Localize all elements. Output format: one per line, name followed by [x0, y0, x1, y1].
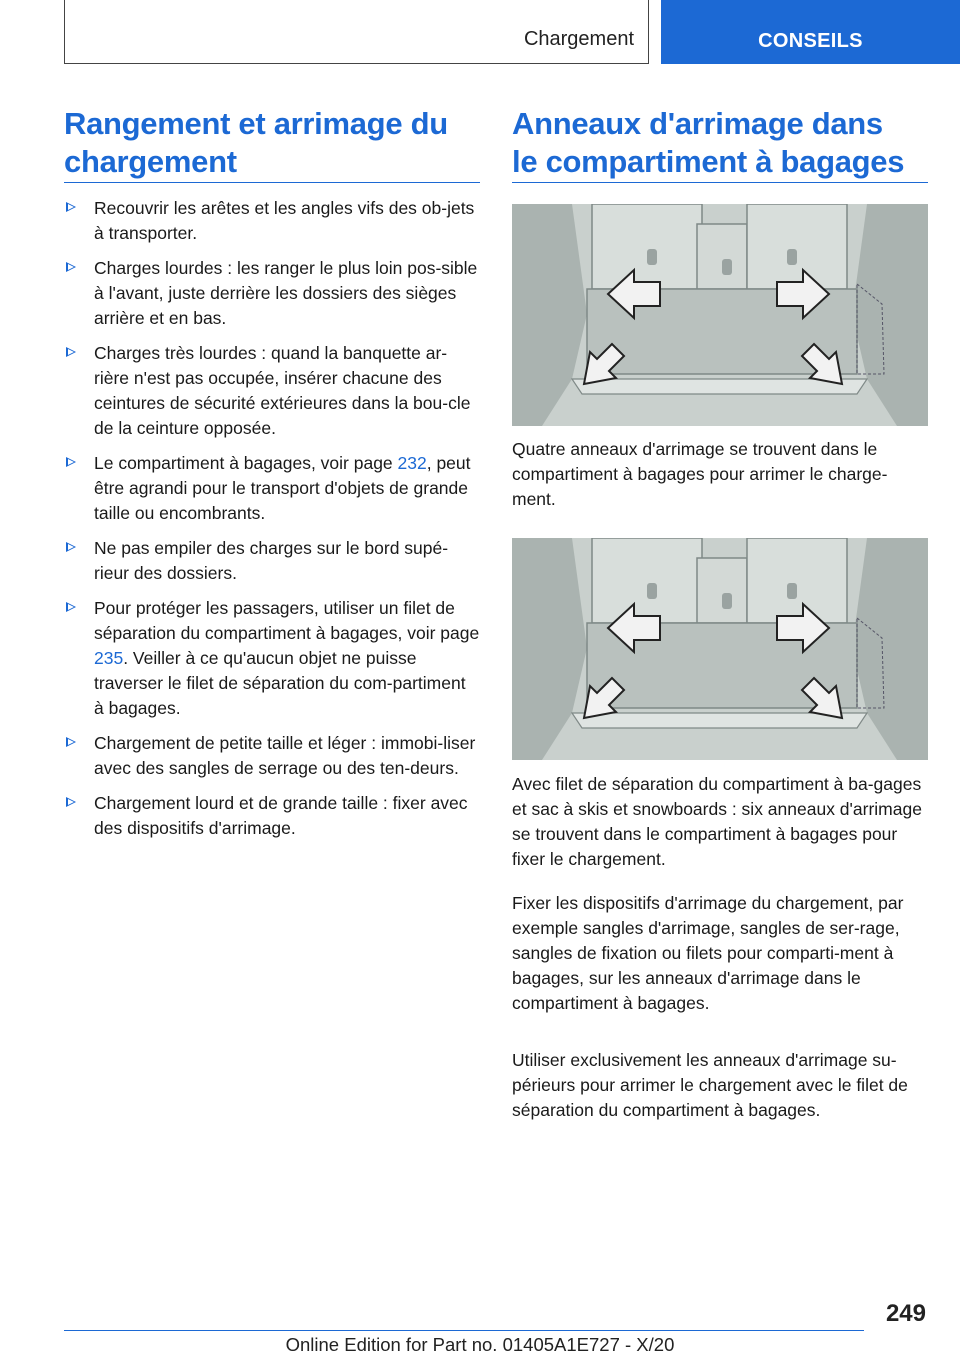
- bullet-triangle-icon: [66, 202, 76, 212]
- list-item: Recouvrir les arêtes et les angles vifs des ob-jets à transporter.: [64, 196, 480, 246]
- left-heading-rule: [64, 182, 480, 183]
- list-item: Ne pas empiler des charges sur le bord supé-rieur des dossiers.: [64, 536, 480, 586]
- left-heading-line2: chargement: [64, 144, 237, 179]
- bullet-triangle-icon: [66, 797, 76, 807]
- caption-six-rings: Avec filet de séparation du compartiment à ba-gages et sac à skis et snowboards : six anneaux d'arrimage se trouvent dans le compartiment à bagages pour fixer le chargement.: [512, 774, 922, 869]
- page-number: 249: [885, 1300, 926, 1327]
- trunk-tie-down-photo-2: [512, 538, 928, 760]
- right-heading: [512, 105, 942, 181]
- bullet-triangle-icon: [66, 602, 76, 612]
- header-chapter-label: CONSEILS: [758, 30, 863, 52]
- bullet-triangle-icon: [66, 457, 76, 467]
- header-section-title: Chargement: [523, 28, 634, 50]
- caption-four-rings: Quatre anneaux d'arrimage se trouvent dans le compartiment à bagages pour arrimer le charge-ment.: [512, 439, 888, 509]
- loading-tips-list: [64, 196, 480, 851]
- list-item: Chargement de petite taille et léger : immobi-liser avec des sangles de serrage ou des ten-deurs.: [64, 731, 480, 781]
- list-item: Chargement lourd et de grande taille : fixer avec des dispositifs d'arrimage.: [64, 791, 480, 841]
- list-item: Pour protéger les passagers, utiliser un filet de séparation du compartiment à bagages, voir page 235. Veiller à ce qu'aucun objet ne puisse traverser le filet de séparation du com-partiment à bagages.: [64, 596, 480, 721]
- footer-rule: [64, 1330, 864, 1331]
- bullet-triangle-icon: [66, 262, 76, 272]
- page-link-232[interactable]: 232: [397, 453, 427, 473]
- bullet-triangle-icon: [66, 347, 76, 357]
- bullet-triangle-icon: [66, 737, 76, 747]
- trunk-tie-down-photo-1: [512, 204, 928, 426]
- list-item: Charges lourdes : les ranger le plus loin pos-sible à l'avant, juste derrière les dossiers des sièges arrière et en bas.: [64, 256, 480, 331]
- footer-edition-text: Online Edition for Part no. 01405A1E727 - X/20: [285, 1334, 675, 1355]
- left-heading: [64, 105, 484, 181]
- right-heading-line1: Anneaux d'arrimage dans: [512, 106, 883, 141]
- bullet-triangle-icon: [66, 542, 76, 552]
- right-heading-line2: le compartiment à bagages: [512, 144, 905, 179]
- body-paragraph-1: Fixer les dispositifs d'arrimage du chargement, par exemple sangles d'arrimage, sangles de ser-rage, sangles de fixation ou filets pour comparti-ment à bagages, sur les anneaux d'arrimage dans le compartiment à bagages.: [512, 893, 904, 1013]
- list-item: Le compartiment à bagages, voir page 232, peut être agrandi pour le transport d'objets de grande taille ou encombrants.: [64, 451, 480, 526]
- header-chapter-tab[interactable]: [661, 0, 960, 64]
- left-heading-line1: Rangement et arrimage du: [64, 106, 448, 141]
- body-paragraph-2: Utiliser exclusivement les anneaux d'arrimage su-périeurs pour arrimer le chargement avec le filet de séparation du compartiment à bagages.: [512, 1050, 908, 1120]
- list-item: Charges très lourdes : quand la banquette ar-rière n'est pas occupée, insérer chacune des ceintures de sécurité extérieures dans la bou-cle de la ceinture opposée.: [64, 341, 480, 441]
- page-link-235[interactable]: 235: [94, 648, 124, 668]
- header-section-box: [64, 0, 649, 64]
- right-heading-rule: [512, 182, 928, 183]
